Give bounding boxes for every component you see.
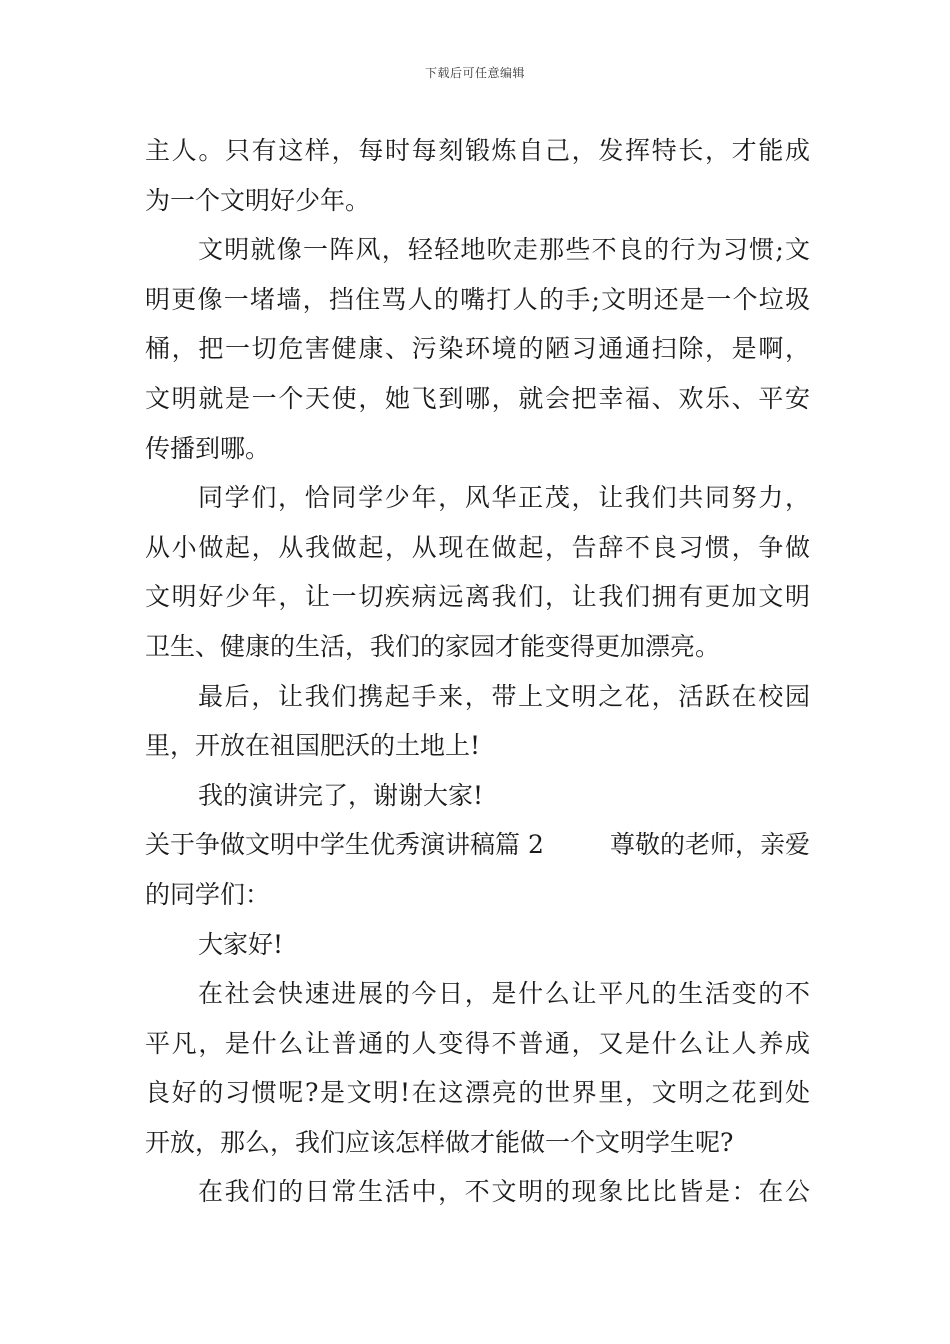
text-line: 在社会快速进展的今日，是什么让平凡的生活变的不 [198, 979, 810, 1009]
text-line: 同学们，恰同学少年，风华正茂，让我们共同努力， [198, 483, 810, 513]
speech-two-paragraphs [145, 870, 810, 1217]
text-line: 文明好少年，让一切疾病远离我们，让我们拥有更加文明 [145, 582, 810, 612]
text-line: 在我们的日常生活中，不文明的现象比比皆是：在公 [198, 1177, 810, 1207]
text-line: 从小做起，从我做起，从现在做起，告辞不良习惯，争做 [145, 532, 810, 562]
text-line: 主人。只有这样，每时每刻锻炼自己，发挥特长，才能成 [145, 136, 810, 165]
text-line: 明更像一堵墙，挡住骂人的嘴打人的手;文明还是一个垃圾 [145, 284, 810, 314]
text-line: 里，开放在祖国肥沃的土地上! [145, 731, 481, 761]
speech-one-paragraphs [145, 126, 810, 820]
speech-two-heading-line [145, 820, 810, 870]
text-line: 的同学们： [145, 879, 271, 909]
text-line: 大家好! [198, 929, 284, 959]
text-line: 文明就是一个天使，她飞到哪，就会把幸福、欢乐、平安 [145, 383, 810, 413]
text-line: 为一个文明好少年。 [145, 185, 371, 215]
salutation-start: 尊敬的老师，亲爱 [609, 830, 810, 860]
text-line: 传播到哪。 [145, 433, 271, 463]
text-line: 开放，那么，我们应该怎样做才能做一个文明学生呢? [145, 1127, 734, 1157]
text-line: 我的演讲完了，谢谢大家! [198, 780, 484, 810]
text-line: 良好的习惯呢?是文明!在这漂亮的世界里，文明之花到处 [145, 1078, 810, 1108]
page-header-note: 下载后可任意编辑 [424, 66, 525, 80]
text-line: 文明就像一阵风，轻轻地吹走那些不良的行为习惯;文 [198, 235, 810, 265]
text-line: 桶，把一切危害健康、污染环境的陋习通通扫除，是啊， [145, 334, 810, 364]
text-line: 卫生、健康的生活，我们的家园才能变得更加漂亮。 [145, 631, 721, 661]
text-line: 平凡，是什么让普通的人变得不普通，又是什么让人养成 [145, 1028, 810, 1058]
document-body [145, 126, 810, 1217]
text-line: 最后，让我们携起手来，带上文明之花，活跃在校园 [198, 681, 810, 711]
speech-two-title: 关于争做文明中学生优秀演讲稿篇 2 [145, 830, 544, 860]
